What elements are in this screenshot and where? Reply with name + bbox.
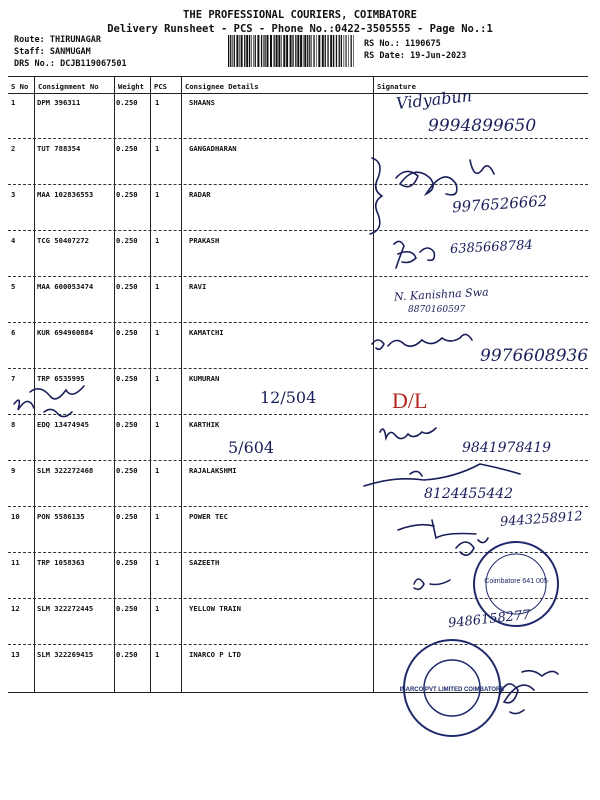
cell-consignee: RADAR xyxy=(189,190,211,199)
cell-consignment-no: TRP 6535995 xyxy=(37,374,85,383)
cell-consignee: POWER TEC xyxy=(189,512,228,521)
cell-pcs: 1 xyxy=(155,420,160,429)
signature-1-phone: 9994899650 xyxy=(428,116,537,136)
column-header-weight: Weight xyxy=(118,82,144,91)
cell-consignee: INARCO P LTD xyxy=(189,650,241,659)
cell-weight: 0.250 xyxy=(116,558,138,567)
cell-consignee: YELLOW TRAIN xyxy=(189,604,241,613)
signature-8-phone: 9841978419 xyxy=(462,440,552,456)
cell-consignee: KUMURAN xyxy=(189,374,220,383)
column-header-consignee: Consignee Details xyxy=(185,82,259,91)
signature-9-phone: 8124455442 xyxy=(424,486,514,502)
cell-consignment-no: SLM 322272445 xyxy=(37,604,94,613)
cell-pcs: 1 xyxy=(155,328,160,337)
cell-sno: 9 xyxy=(11,466,16,475)
cell-consignee: RAVI xyxy=(189,282,207,291)
signature-1-name: Vidyabun xyxy=(395,86,473,113)
cell-pcs: 1 xyxy=(155,236,160,245)
cell-consignment-no: TUT 788354 xyxy=(37,144,81,153)
cell-weight: 0.250 xyxy=(116,190,138,199)
cell-consignee: PRAKASH xyxy=(189,236,220,245)
cell-sno: 10 xyxy=(11,512,20,521)
cell-sno: 8 xyxy=(11,420,16,429)
cell-consignee: SHAANS xyxy=(189,98,215,107)
company-stamp-text: INARCO PVT LIMITED COIMBATORE xyxy=(399,687,505,693)
rs-date-value: 19-Jun-2023 xyxy=(410,51,467,61)
cell-pcs: 1 xyxy=(155,144,160,153)
cell-consignee: SAZEETH xyxy=(189,558,220,567)
row-8-note: 5/604 xyxy=(228,438,275,457)
document-subtitle: Delivery Runsheet - PCS - Phone No.:0422-3505555 - Page No.:1 xyxy=(107,23,493,35)
cell-consignment-no: TRP 1058363 xyxy=(37,558,85,567)
drs-value: DCJB119067501 xyxy=(60,59,127,69)
courier-round-stamp xyxy=(470,538,562,630)
cell-weight: 0.250 xyxy=(116,466,138,475)
cell-consignment-no: SLM 322269415 xyxy=(37,650,94,659)
document-title: THE PROFESSIONAL COURIERS, COIMBATORE xyxy=(183,9,417,21)
column-header-sno: S No xyxy=(11,82,29,91)
signature-10-phone: 9443258912 xyxy=(499,509,584,530)
rs-no-label: RS No.: xyxy=(364,39,400,49)
column-header-signature: Signature xyxy=(377,82,416,91)
cell-pcs: 1 xyxy=(155,374,160,383)
cell-sno: 2 xyxy=(11,144,16,153)
cell-consignment-no: KUR 694960884 xyxy=(37,328,94,337)
cell-weight: 0.250 xyxy=(116,328,138,337)
cell-weight: 0.250 xyxy=(116,512,138,521)
row-7-note: 12/504 xyxy=(260,388,317,407)
cell-consignee: KAMATCHI xyxy=(189,328,224,337)
cell-consignment-no: DPM 396311 xyxy=(37,98,81,107)
cell-pcs: 1 xyxy=(155,190,160,199)
cell-consignment-no: MAA 102836553 xyxy=(37,190,94,199)
cell-sno: 7 xyxy=(11,374,16,383)
cell-consignment-no: SLM 322272468 xyxy=(37,466,94,475)
drs-label: DRS No.: xyxy=(14,59,55,69)
cell-weight: 0.250 xyxy=(116,98,138,107)
round-stamp-text: Coimbatore 641 005 xyxy=(484,578,548,585)
cell-sno: 13 xyxy=(11,650,20,659)
column-header-pcs: PCS xyxy=(154,82,167,91)
staff-label: Staff: xyxy=(14,47,45,57)
cell-pcs: 1 xyxy=(155,282,160,291)
cell-weight: 0.250 xyxy=(116,374,138,383)
cell-pcs: 1 xyxy=(155,604,160,613)
signature-4-phone: 6385668784 xyxy=(449,237,534,258)
rs-no-value: 1190675 xyxy=(404,39,441,49)
cell-consignment-no: EDQ 13474945 xyxy=(37,420,89,429)
signature-12-phone: 9486158277 xyxy=(447,607,532,632)
cell-sno: 11 xyxy=(11,558,20,567)
staff-value: SANMUGAM xyxy=(49,47,91,57)
company-seal-stamp xyxy=(400,636,504,740)
cell-weight: 0.250 xyxy=(116,604,138,613)
cell-weight: 0.250 xyxy=(116,236,138,245)
signature-5-phone: 8870160597 xyxy=(408,305,466,315)
cell-consignment-no: PON 5586135 xyxy=(37,512,85,521)
cell-weight: 0.250 xyxy=(116,144,138,153)
cell-consignment-no: MAA 600053474 xyxy=(37,282,94,291)
cell-consignment-no: TCG 50407272 xyxy=(37,236,89,245)
signature-3-phone: 9976526662 xyxy=(451,191,548,217)
cell-pcs: 1 xyxy=(155,512,160,521)
signature-6-phone: 9976608936 xyxy=(480,346,589,366)
cell-pcs: 1 xyxy=(155,558,160,567)
cell-pcs: 1 xyxy=(155,98,160,107)
column-header-consignment: Consignment No xyxy=(38,82,99,91)
cell-sno: 4 xyxy=(11,236,16,245)
cell-weight: 0.250 xyxy=(116,420,138,429)
cell-weight: 0.250 xyxy=(116,650,138,659)
cell-sno: 1 xyxy=(11,98,16,107)
cell-sno: 3 xyxy=(11,190,16,199)
row-7-delivered-mark: D/L xyxy=(392,388,428,413)
cell-sno: 6 xyxy=(11,328,16,337)
cell-weight: 0.250 xyxy=(116,282,138,291)
cell-pcs: 1 xyxy=(155,466,160,475)
route-value: THIRUNAGAR xyxy=(49,35,102,45)
cell-consignee: RAJALAKSHMI xyxy=(189,466,237,475)
cell-sno: 12 xyxy=(11,604,20,613)
cell-consignee: GANGADHARAN xyxy=(189,144,237,153)
cell-pcs: 1 xyxy=(155,650,160,659)
cell-consignee: KARTHIK xyxy=(189,420,220,429)
signature-5-name: N. Kanishna Swa xyxy=(393,285,489,304)
rs-date-label: RS Date: xyxy=(364,51,405,61)
route-label: Route: xyxy=(14,35,45,45)
cell-sno: 5 xyxy=(11,282,16,291)
